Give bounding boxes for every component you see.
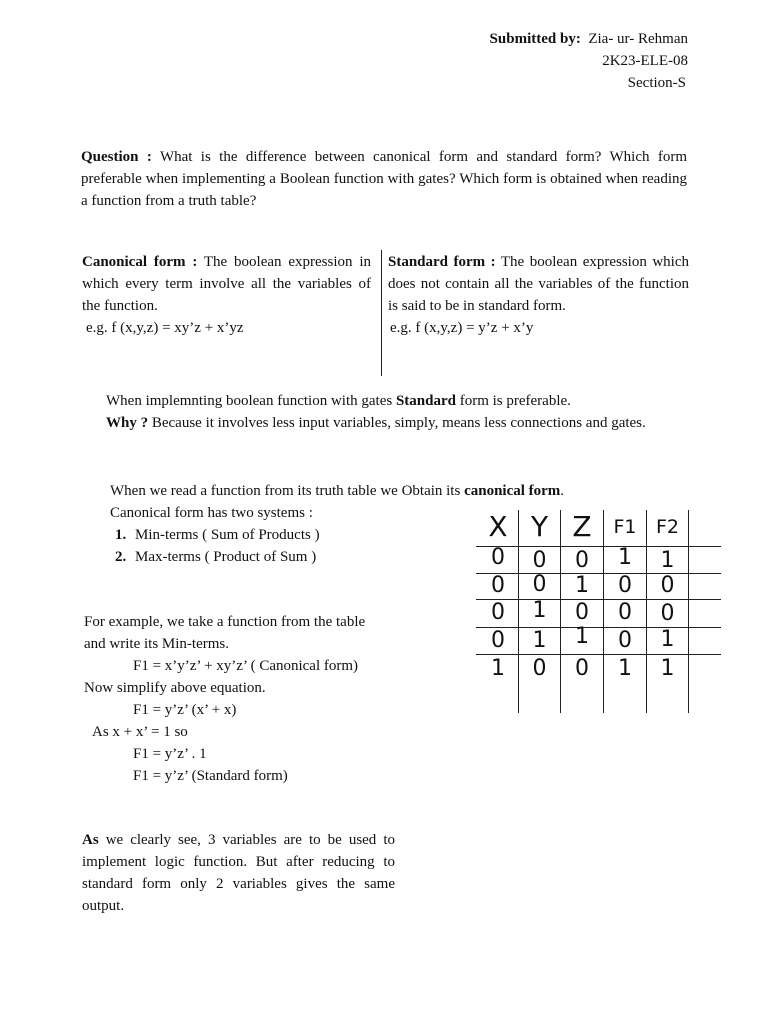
submitter-line <box>490 28 688 50</box>
table-cell: 0 <box>618 628 632 653</box>
table-cell: 0 <box>660 573 675 598</box>
table-cell: 0 <box>618 573 632 598</box>
table-cell: 1 <box>532 628 547 653</box>
why-label: Why ? <box>106 415 149 431</box>
table-cell: 1 <box>660 656 675 681</box>
canonical-label: Canonical form : <box>82 254 198 270</box>
equation-standard: F1 = y’z’ (Standard form) <box>133 768 288 784</box>
submitter-block <box>490 28 688 94</box>
list-text: Min-terms ( Sum of Products ) <box>135 527 320 543</box>
table-cell: 0 <box>575 656 589 681</box>
identity-note: As x + x’ = 1 so <box>92 724 188 740</box>
table-cell: 0 <box>491 545 505 570</box>
equation-canonical: F1 = x’y’z’ + xy’z’ ( Canonical form) <box>133 658 359 674</box>
table-header-y: Y <box>530 510 549 543</box>
why-text: Because it involves less input variables, simply, means less connections and gates. <box>148 415 646 431</box>
table-header-x: X <box>488 510 508 543</box>
systems-intro: Canonical form has two systems : <box>110 505 313 521</box>
gates-text-pre: When implemnting boolean function with gates <box>106 393 396 409</box>
table-vline <box>688 510 689 713</box>
table-cell: 0 <box>532 656 547 681</box>
table-cell: 0 <box>491 573 505 598</box>
table-cell: 0 <box>532 572 547 597</box>
list-item <box>115 524 320 546</box>
standard-text: The boolean expression which does not contain all the variables of the function is said to be in standard form. <box>388 254 690 314</box>
canonical-definition <box>82 251 371 317</box>
table-cell: 1 <box>575 624 589 649</box>
table-cell: 1 <box>618 656 632 681</box>
list-number: 1. <box>115 527 127 543</box>
table-header-f2: F2 <box>655 516 680 538</box>
simplify-instruction: Now simplify above equation. <box>84 680 266 696</box>
table-cell: 0 <box>575 548 589 573</box>
truth-table-statement <box>110 480 630 502</box>
table-cell: 1 <box>618 545 632 570</box>
table-header-z: Z <box>572 510 592 543</box>
gates-text-post: form is preferable. <box>455 393 571 409</box>
table-hline <box>476 654 721 655</box>
table-cell: 1 <box>491 656 505 681</box>
standard-definition <box>388 251 689 317</box>
canonical-text: The boolean expression in which every term involve all the variables of the function. <box>82 254 372 314</box>
list-item <box>115 546 320 568</box>
conclusion-bold: As <box>82 832 99 848</box>
table-header-f1: F1 <box>613 516 637 538</box>
table-cell: 0 <box>618 600 632 625</box>
equation-factored: F1 = y’z’ (x’ + x) <box>133 702 237 718</box>
list-number: 2. <box>115 549 127 565</box>
table-cell: 1 <box>660 548 675 573</box>
conclusion-text: we clearly see, 3 variables are to be used to implement logic function. But after reducing to standard form only 2 variables gives the same output. <box>82 832 395 914</box>
truth-text-bold: canonical form <box>464 483 561 499</box>
standard-example: e.g. f (x,y,z) = y’z + x’y <box>390 320 534 336</box>
truth-text-pre: When we read a function from its truth table we Obtain its <box>110 483 465 499</box>
table-cell: 0 <box>491 600 505 625</box>
conclusion-paragraph <box>82 829 395 917</box>
registration-number: 2K23-ELE-08 <box>602 53 688 69</box>
gates-statement <box>106 390 706 412</box>
question-label: Question : <box>81 149 152 165</box>
question-paragraph <box>81 146 687 212</box>
question-text: What is the difference between canonical form and standard form? Which form preferable when implementing a Boolean function with gates? Which form is obtained when reading a function from a truth table? <box>81 149 687 209</box>
submitted-label: Submitted by: <box>489 31 581 47</box>
column-divider <box>381 250 382 376</box>
table-cell: 1 <box>575 573 589 598</box>
example-intro-line1: For example, we take a function from the table <box>84 614 366 630</box>
systems-list <box>115 524 320 568</box>
section: Section-S <box>627 75 686 91</box>
why-statement <box>106 412 726 434</box>
gates-text-bold: Standard <box>395 393 456 409</box>
equation-reduced: F1 = y’z’ . 1 <box>133 746 207 762</box>
table-cell: 0 <box>532 548 547 573</box>
list-text: Max-terms ( Product of Sum ) <box>135 549 317 565</box>
table-cell: 0 <box>660 601 675 626</box>
truth-text-post: . <box>560 483 565 499</box>
example-intro-line2: and write its Min-terms. <box>84 636 229 652</box>
table-cell: 1 <box>660 627 675 652</box>
table-cell: 0 <box>575 600 589 625</box>
table-cell: 1 <box>532 598 547 623</box>
submitter-name: Zia- ur- Rehman <box>588 31 688 47</box>
table-cell: 0 <box>491 628 505 653</box>
standard-label: Standard form : <box>388 254 496 270</box>
canonical-example: e.g. f (x,y,z) = xy’z + x’yz <box>86 320 244 336</box>
